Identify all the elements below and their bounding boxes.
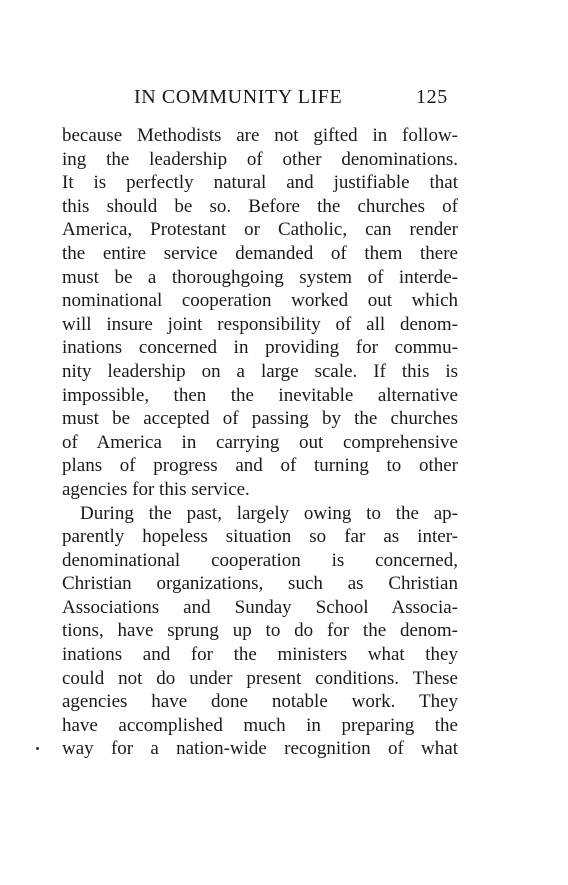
text-line: because Methodists are not gifted in follow- [62, 125, 458, 146]
text-line: parently hopeless situation so far as inter- [62, 526, 458, 548]
body-text [62, 124, 458, 761]
text-line: agencies for this service. [62, 478, 250, 500]
text-line: Associations and Sunday School Associa- [62, 596, 458, 618]
running-head-title: IN COMMUNITY LIFE [134, 86, 343, 108]
text-line: It is perfectly natural and justifiable that [62, 172, 458, 194]
text-line: plans of progress and of turning to other [62, 455, 458, 477]
text-line: nominational cooperation worked out which [62, 290, 458, 312]
text-line: Christian organizations, such as Christian [62, 573, 458, 595]
text-line: tions, have sprung up to do for the denom- [62, 620, 458, 642]
text-line: way for a nation-wide recognition of what [62, 738, 458, 760]
text-line: of America in carrying out comprehensive [62, 431, 458, 453]
text-line: this should be so. Before the churches of [62, 195, 458, 217]
stray-ink-mark [36, 747, 39, 750]
text-line: must be a thoroughgoing system of interde- [62, 266, 458, 288]
page-number: 125 [416, 86, 448, 108]
text-line: the entire service demanded of them there [62, 242, 458, 264]
text-line: impossible, then the inevitable alternative [62, 384, 458, 406]
text-line: ing the leadership of other denominations. [62, 148, 458, 170]
text-line: agencies have done notable work. They [62, 691, 458, 713]
text-line: could not do under present conditions. These [62, 667, 458, 689]
paragraph-start-line: During the past, largely owing to the ap- [80, 502, 458, 524]
text-line: inations concerned in providing for commu- [62, 337, 458, 359]
running-head [134, 86, 454, 112]
text-line: America, Protestant or Catholic, can render [62, 219, 458, 241]
text-line: nity leadership on a large scale. If this is [62, 360, 458, 382]
text-line: will insure joint responsibility of all denom- [62, 313, 458, 335]
text-line: inations and for the ministers what they [62, 644, 458, 666]
text-line: denominational cooperation is concerned, [62, 549, 458, 571]
text-line: have accomplished much in preparing the [62, 714, 458, 736]
text-line: must be accepted of passing by the churches [62, 408, 458, 430]
